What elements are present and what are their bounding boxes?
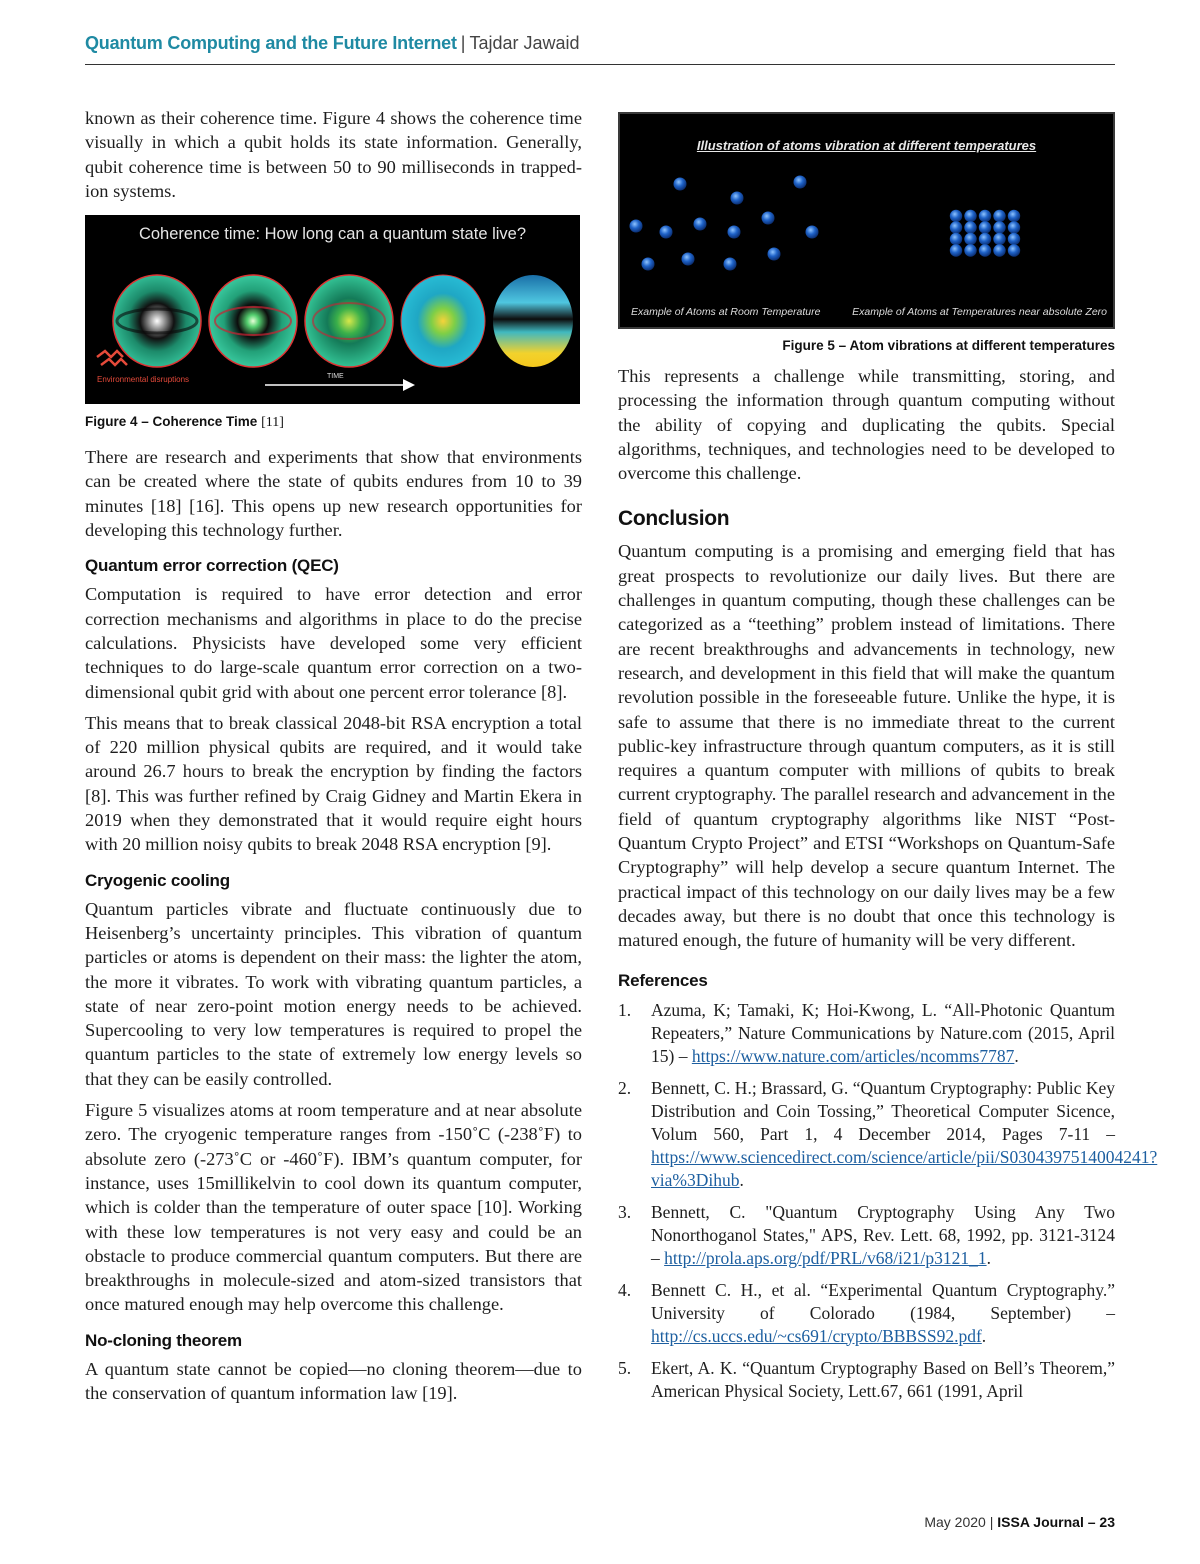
header-separator: | [460, 33, 466, 53]
atom-icon [728, 226, 741, 239]
running-title: Quantum Computing and the Future Internet [85, 33, 457, 53]
left-column [85, 106, 582, 1412]
footer-date: May 2020 [924, 1514, 986, 1530]
reference-item: 4. Bennett C. H., et al. “Experimental Quantum Cryptography.” University of Colorado (1984, September) – http://cs.uccs.edu/~cs691/crypto/BBBSS92.pdf. [618, 1279, 1115, 1346]
room-temperature-label: Example of Atoms at Room Temperature [631, 306, 821, 318]
paragraph-cryo-1: Quantum particles vibrate and fluctuate continuously due to Heisenberg’s uncertainty principles. This vibration of quantum particles or atoms is dependent on their mass: the lighter the atom, the more it vibrates. To work with vibrating quantum particles, a state of near zero-point motion energy needs to be achieved. Supercooling to very low temperatures is required to propel the quantum particles to the state of extremely low energy levels so that they can be easily controlled. [85, 898, 582, 1089]
reference-item: 1. Azuma, K; Tamaki, K; Hoi-Kwong, L. “All-Photonic Quantum Repeaters,” Nature Communications by Nature.com (2015, April 15) – https://www.nature.com/articles/ncomms7787. [618, 999, 1115, 1066]
atom-icon [682, 253, 695, 266]
atom-icon [724, 258, 737, 271]
figure-4-title: Coherence time: How long can a quantum state live? [138, 225, 527, 244]
heading-references: References [618, 970, 708, 990]
atom-icon [950, 210, 962, 222]
paragraph-qec-1: Computation is required to have error detection and error correction mechanisms and algorithms in place to do the precise calculations. Physicists have developed some very efficient techniques to do large-scale quantum error correction on a two-dimensional qubit grid with about one percent error tolerance [8]. [85, 584, 582, 702]
paragraph-challenge: This represents a challenge while transmitting, storing, and processing the information through quantum computing without the ability of copying and duplicating the qubits. Special algorithms, techniques, and technologies need to be developed to overcome this challenge. [618, 366, 1115, 484]
footer-separator: | [989, 1514, 994, 1530]
running-author: Tajdar Jawaid [469, 33, 580, 53]
page-header [85, 33, 1115, 65]
atom-icon [979, 244, 991, 256]
absolute-zero-atoms [950, 210, 1020, 257]
paragraph-qec-2: This means that to break classical 2048-bit RSA encryption a total of 220 million physical qubits are required, and it would take around 26.7 hours to break the encryption by finding the factors [8]. This was further refined by Craig Gidney and Martin Ekera in 2019 when they demonstrated that it would require eight hours with 20 million noisy qubits to break 2048 RSA encryption [9]. [85, 712, 582, 855]
paragraph-cryo-2: Figure 5 visualizes atoms at room temperature and at near absolute zero. The cryogenic temperature ranges from -150˚C (-238˚F) to absolute zero (-273˚C or -460˚F). IBM’s quantum computer, for instance, uses 15millikelvin to cool down its quantum computer, which is colder than the temperature of outer space [10]. Working with these low temperatures is not very easy and could be an obstacle to produce commercial quantum computers. But there are breakthroughs in molecule-sized and atom-sized transistors that once matured enough may help overcome this challenge. [85, 1100, 582, 1315]
atom-icon [1008, 210, 1020, 222]
atom-icon [950, 244, 962, 256]
figure-5-atoms-image [618, 112, 1115, 329]
atom-icon [762, 212, 775, 225]
time-axis-label: TIME [327, 373, 344, 381]
paragraph-no-cloning: A quantum state cannot be copied—no cloning theorem—due to the conservation of quantum information law [19]. [85, 1358, 582, 1403]
atom-icon [979, 221, 991, 233]
reference-item: 3. Bennett, C. "Quantum Cryptography Using Any Two Nonorthoganol States," APS, Rev. Lett. 68, 1992, pp. 3121-3124 – http://prola.aps.org/pdf/PRL/v68/i21/p3121_1. [618, 1201, 1115, 1268]
atom-icon [1008, 244, 1020, 256]
atom-icon [768, 248, 781, 261]
paragraph-coherence: known as their coherence time. Figure 4 shows the coherence time visually in which a qubit holds its state information. Generally, qubit coherence time is between 50 to 90 milliseconds in trapped-ion systems. [85, 108, 582, 201]
atom-icon [630, 220, 643, 233]
atom-icon [694, 218, 707, 231]
atom-icon [993, 210, 1005, 222]
paragraph-conclusion: Quantum computing is a promising and emerging field that has great prospects to revolutionize our daily lives. But there are challenges in quantum computing, though these challenges can be categorized as a “teething” problem instead of limitations. There are recent breakthroughs and advancements in technology, new research, and development in this field that will make the quantum revolution possible in the foreseeable future. Unlike the hype, it is safe to assume that there is no immediate threat to the current public-key infrastructure through quantum computers, as it is still requires a quantum computer with millions of qubits to break current cryptography. The parallel research and advancement in the field of quantum cryptography algorithms like NIST “Post-Quantum Crypto Project” and ETSI “Workshops on Quantum-Safe Cryptography” will help develop a secure quantum Internet. The practical impact of this technology on our daily lives may be a few decades away, but there is no doubt that once this technology is matured enough, the future of humanity will be very different. [618, 541, 1115, 951]
atom-icon [794, 176, 807, 189]
references-list [618, 999, 1158, 1403]
atom-icon [806, 226, 819, 239]
figure-4-coherence-image [85, 215, 580, 404]
figure-4-citation: [11] [261, 415, 284, 431]
atom-icon [1008, 221, 1020, 233]
footer-journal-page: ISSA Journal – 23 [997, 1514, 1115, 1530]
absolute-zero-label: Example of Atoms at Temperatures near absolute Zero [852, 306, 1107, 318]
reference-link[interactable]: http://prola.aps.org/pdf/PRL/v68/i21/p3121_1 [664, 1247, 987, 1268]
reference-item: 2. Bennett, C. H.; Brassard, G. “Quantum Cryptography: Public Key Distribution and Coin Tossing,” Theoretical Computer Sicence, Volum 560, Part 1, 4 December 2014, Pages 7-11 – https://www.sciencedirect.com/science/article/pii/S0304397514004241?via%3Dihub. [618, 1077, 1158, 1190]
reference-item: 5. Ekert, A. K. “Quantum Cryptography Based on Bell’s Theorem,” American Physical Society, Lett.67, 661 (1991, April [618, 1357, 1115, 1401]
reference-link[interactable]: https://www.sciencedirect.com/science/article/pii/S0304397514004241?via%3Dihub [651, 1146, 1158, 1190]
atom-icon [950, 221, 962, 233]
heading-conclusion: Conclusion [618, 507, 730, 531]
atom-icon [1008, 233, 1020, 245]
page-footer [924, 1514, 1115, 1530]
environmental-disruptions-label: Environmental disruptions [97, 375, 190, 385]
atom-icon [660, 226, 673, 239]
atom-icon [964, 233, 976, 245]
room-temperature-atoms [630, 176, 819, 271]
figure-4-caption-text: Figure 4 – Coherence Time [85, 414, 258, 430]
atom-icon [993, 233, 1005, 245]
atom-icon [993, 221, 1005, 233]
heading-no-cloning: No-cloning theorem [85, 1330, 242, 1350]
atom-icon [979, 210, 991, 222]
figure-5-title: Illustration of atoms vibration at different temperatures [696, 138, 1037, 153]
heading-qec: Quantum error correction (QEC) [85, 556, 339, 576]
atom-icon [993, 244, 1005, 256]
reference-link[interactable]: https://www.nature.com/articles/ncomms7787 [691, 1045, 1015, 1066]
atom-icon [979, 233, 991, 245]
paragraph-qubit-endurance: There are research and experiments that show that environments can be created where the state of qubits endures from 10 to 39 minutes [18] [16]. This opens up new research opportunities for developing this technology further. [85, 447, 582, 541]
atom-icon [964, 210, 976, 222]
atom-icon [964, 244, 976, 256]
atom-icon [950, 233, 962, 245]
atom-icon [674, 178, 687, 191]
right-column [618, 108, 1158, 1412]
figure-4-caption [85, 414, 582, 431]
atom-icon [964, 221, 976, 233]
reference-link[interactable]: http://cs.uccs.edu/~cs691/crypto/BBBSS92.pdf [651, 1325, 982, 1346]
atom-icon [642, 258, 655, 271]
heading-cryogenic-cooling: Cryogenic cooling [85, 870, 230, 890]
atom-icon [731, 192, 744, 205]
atoms-illustration [620, 114, 1115, 329]
figure-5-caption: Figure 5 – Atom vibrations at different temperatures [782, 338, 1115, 353]
